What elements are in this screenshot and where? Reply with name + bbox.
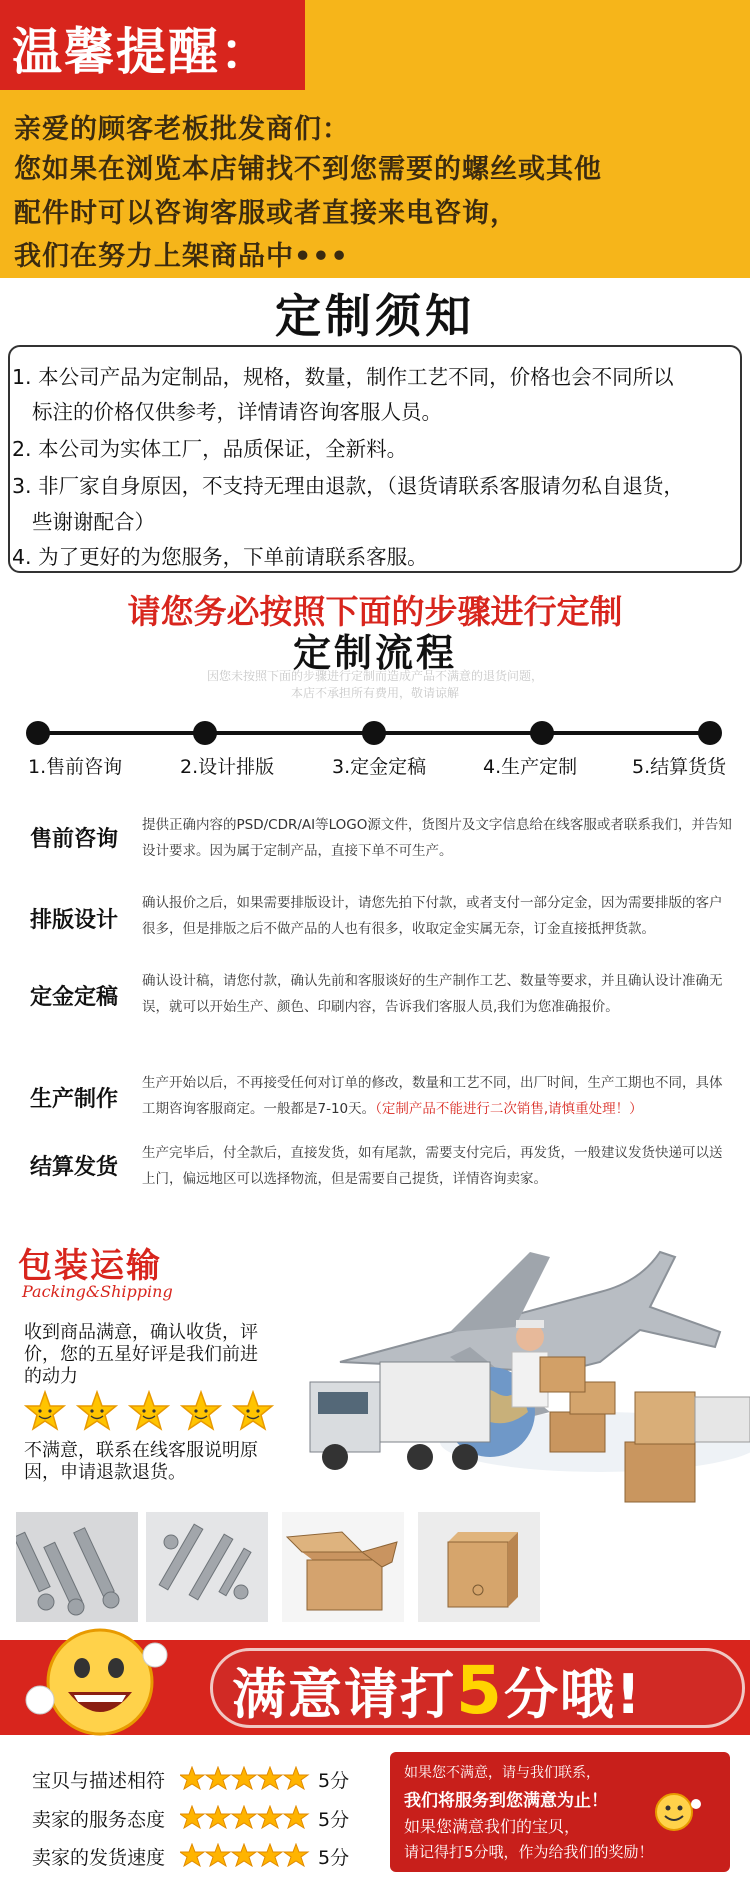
timeline-dot xyxy=(26,721,50,745)
rating-row-label: 宝贝与描述相符 xyxy=(32,1770,166,1792)
step-desc xyxy=(142,1070,732,1122)
rating-row-score: 5分 xyxy=(318,1770,350,1792)
rating-row-score: 5分 xyxy=(318,1847,350,1869)
van-icon xyxy=(695,1397,750,1442)
star-icon xyxy=(128,1390,170,1432)
rating-row-label: 卖家的服务态度 xyxy=(32,1809,166,1831)
star-icon xyxy=(76,1390,118,1432)
timeline-label: 2.设计排版 xyxy=(180,756,275,778)
rating-row-label: 卖家的发货速度 xyxy=(32,1847,166,1869)
timeline-label: 4.生产定制 xyxy=(483,756,578,778)
open-box-photo xyxy=(282,1512,404,1622)
timeline-dot xyxy=(698,721,722,745)
reminder-line: 亲爱的顾客老板批发商们： xyxy=(14,114,350,145)
step-desc: 生产完毕后，付全款后，直接发货，如有尾款，需要支付完后，再发货，一般建议发货快递可以送上门，偏远地区可以选择物流，但是需要自己提货，详情咨询卖家。 xyxy=(142,1145,723,1187)
box-icon xyxy=(625,1442,695,1502)
screw-photo xyxy=(16,1512,138,1622)
rating-banner-number: 5 xyxy=(456,1652,504,1729)
step-desc: 提供正确内容的PSD/CDR/AI等LOGO源文件，货图片及文字信息给在线客服或者联系我们，并告知设计要求。因为属于定制产品，直接下单不可生产。 xyxy=(142,817,732,859)
box-photo xyxy=(418,1512,540,1622)
process-note: 因您未按照下面的步骤进行定制而造成产品不满意的退货问题， xyxy=(206,669,543,683)
rating-stars-icon xyxy=(180,1843,310,1867)
rating-row-score: 5分 xyxy=(318,1809,350,1831)
rating-banner-pre: 满意请打 xyxy=(232,1663,456,1726)
packing-title: 包装运输 xyxy=(18,1246,162,1286)
timeline-dot xyxy=(530,721,554,745)
thanks-line: 我们将服务到您满意为止！ xyxy=(404,1791,608,1811)
process-note: 本店不承担所有费用，敬请谅解 xyxy=(290,686,459,700)
step-name: 生产制作 xyxy=(30,1087,119,1112)
process-warning: 请您务必按照下面的步骤进行定制 xyxy=(127,592,623,631)
notice-item: 1. 本公司产品为定制品，规格，数量，制作工艺不同，价格也会不同所以 xyxy=(12,365,674,389)
notice-item: 标注的价格仅供参考，详情请咨询客服人员。 xyxy=(32,400,442,424)
step-warning: （定制产品不能进行二次销售,请慎重处理！） xyxy=(375,1101,643,1117)
thanks-line: 如果您满意我们的宝贝， xyxy=(404,1817,581,1836)
packing-text: 不满意，联系在线客服说明原因，申请退款退货。 xyxy=(24,1440,258,1483)
notice-item: 3. 非厂家自身原因，不支持无理由退款，（退货请联系客服请勿私自退货， xyxy=(12,474,684,498)
screw-photo xyxy=(146,1512,268,1622)
box-icon xyxy=(550,1412,605,1452)
process-title: 定制流程 xyxy=(292,631,457,675)
packing-text: 收到商品满意，确认收货，评价，您的五星好评是我们前进的动力 xyxy=(24,1322,258,1387)
star-icon xyxy=(24,1390,66,1432)
rating-banner-post: 分哦! xyxy=(503,1663,643,1726)
step-name: 定金定稿 xyxy=(30,985,119,1010)
timeline-dot xyxy=(193,721,217,745)
timeline-label: 3.定金定稿 xyxy=(332,756,427,778)
reminder-line: 我们在努力上架商品中••• xyxy=(14,241,349,272)
thanks-line: 如果您不满意，请与我们联系， xyxy=(404,1765,600,1781)
step-desc: 确认报价之后，如果需要排版设计，请您先拍下付款，或者支付一部分定金，因为需要排版的客户很多，但是排版之后不做产品的人也有很多，收取定金实属无奈，订金直接抵押货款。 xyxy=(142,895,723,937)
rating-banner-text xyxy=(232,1652,643,1729)
shipping-illustration xyxy=(300,1212,750,1512)
timeline-label: 1.售前咨询 xyxy=(28,756,123,778)
notice-item: 2. 本公司为实体工厂，品质保证，全新料。 xyxy=(12,437,408,461)
thanks-line: 请记得打5分哦，作为给我们的奖励！ xyxy=(404,1843,654,1861)
step-name: 结算发货 xyxy=(30,1155,119,1180)
smiley-icon xyxy=(20,1620,170,1750)
box-icon xyxy=(635,1392,695,1444)
smiley-icon xyxy=(650,1790,702,1834)
reminder-line: 配件时可以咨询客服或者直接来电咨询， xyxy=(14,198,518,229)
reminder-line: 您如果在浏览本店铺找不到您需要的螺丝或其他 xyxy=(14,154,602,185)
step-name: 售前咨询 xyxy=(30,827,119,852)
notice-title: 定制须知 xyxy=(275,289,475,343)
packing-subtitle: Packing&Shipping xyxy=(22,1282,173,1301)
reminder-title: 温馨提醒： xyxy=(12,23,272,81)
star-icon xyxy=(232,1390,274,1432)
timeline-label: 5.结算货货 xyxy=(632,756,727,778)
rating-stars-icon xyxy=(180,1766,310,1790)
timeline-dot xyxy=(362,721,386,745)
star-icon xyxy=(180,1390,222,1432)
step-desc-text: 生产开始以后，不再接受任何对订单的修改，数量和工艺不同，出厂时间，生产工期也不同，具体工期咨询客服商定。一般都是7-10天。 xyxy=(142,1075,723,1117)
notice-item: 些谢谢配合） xyxy=(32,510,155,534)
rating-stars-icon xyxy=(180,1805,310,1829)
notice-item: 4. 为了更好的为您服务，下单前请联系客服。 xyxy=(12,545,428,569)
step-desc: 确认设计稿，请您付款，确认先前和客服谈好的生产制作工艺、数量等要求，并且确认设计准确无误，就可以开始生产、颜色、印刷内容，告诉我们客服人员,我们为您准确报价。 xyxy=(142,973,723,1015)
step-name: 排版设计 xyxy=(30,908,119,933)
